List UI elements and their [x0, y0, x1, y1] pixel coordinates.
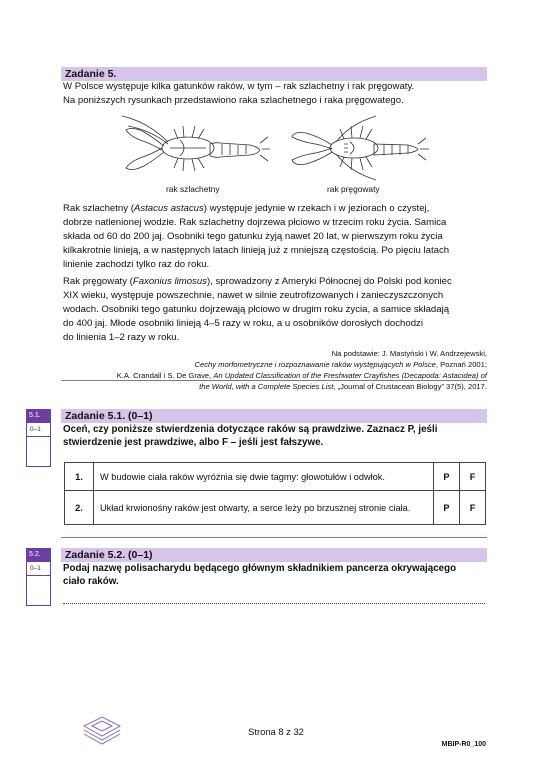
answer-p-1[interactable]: P	[434, 463, 460, 491]
noble-crayfish-drawing	[120, 112, 272, 182]
task51-instruction: Oceń, czy poniższe stwierdzenia dotyczące raków są prawdziwe. Zaznacz P, jeśli stwierdzenie jest prawdziwe, albo F – jeśli jest fałszywe.	[63, 424, 438, 448]
separator	[61, 537, 487, 538]
task52-instruction: Podaj nazwę polisacharydu będącego głównym składnikiem pancerza okrywającego ciało raków.	[63, 563, 457, 587]
answer-f-2[interactable]: F	[460, 491, 486, 525]
p1-line: dobrze natlenionej wodzie. Rak szlachetny dojrzewa płciowo w trzecim roku życia. Samica	[63, 217, 447, 228]
task5-header: Zadanie 5.	[61, 67, 487, 81]
p1-line: Rak szlachetny (Astacus astacus) występuje jedynie w rzekach i w jeziorach o czystej,	[63, 203, 430, 214]
table-row	[65, 491, 486, 525]
exam-code: MBIP-R0_100	[441, 741, 486, 748]
task52-score-box[interactable]	[26, 548, 51, 606]
row-number: 2.	[65, 491, 94, 525]
p1-line: składa od 60 do 200 jaj. Osobniki tego gatunku żyją nawet 20 lat, w pierwszym roku życia	[63, 231, 443, 242]
answer-line[interactable]	[63, 603, 485, 604]
task51-score-box[interactable]	[26, 409, 51, 467]
p1-line: linienie zachodzi tylko raz do roku.	[63, 259, 210, 270]
separator	[61, 380, 487, 381]
task52-header: Zadanie 5.2. (0–1)	[61, 548, 487, 562]
p2-line: wodach. Osobniki tego gatunku dojrzewają płciowo w drugim roku życia, a samice składają	[63, 304, 450, 315]
true-false-table	[64, 462, 486, 525]
p2-line: do linienia 1–2 razy w roku.	[63, 332, 180, 343]
statement-text: Układ krwionośny raków jest otwarty, a serce leży po brzusznej stronie ciała.	[94, 491, 434, 525]
task52-points: 0–1	[26, 562, 51, 576]
paragraph-spiny-cheek-crayfish	[63, 275, 487, 345]
answer-p-2[interactable]: P	[434, 491, 460, 525]
page-number: Strona 8 z 32	[248, 726, 304, 737]
p2-line: do 400 jaj. Młode osobniki linieją 4–5 razy w roku, a u osobników dorosłych dochodzi	[63, 318, 423, 329]
caption-noble-crayfish: rak szlachetny	[166, 184, 220, 194]
paragraph-noble-crayfish	[63, 202, 487, 272]
statement-text: W budowie ciała raków wyróżnia się dwie tagmy: głowotułów i odwłok.	[94, 463, 434, 491]
answer-f-1[interactable]: F	[460, 463, 486, 491]
p2-line: XIX wieku, występuje powszechnie, nawet w silnie zeutrofizowanych i zanieczyszczonych	[63, 290, 444, 301]
p2-line: Rak pręgowaty (Faxonius limosus), sprowadzony z Ameryki Północnej do Polski pod koniec	[63, 276, 452, 287]
spiny-cheek-crayfish-drawing	[286, 112, 432, 182]
task52-number-badge: 5.2.	[26, 548, 51, 562]
row-number: 1.	[65, 463, 94, 491]
task51-points: 0–1	[26, 423, 51, 437]
task51-number-badge: 5.1.	[26, 409, 51, 423]
task51-header: Zadanie 5.1. (0–1)	[61, 409, 487, 423]
p1-line: kilkakrotnie linieją, a w następnych latach linieją już z mniejszą częstością. Po pięciu latach	[63, 245, 450, 256]
table-row	[65, 463, 486, 491]
source-citation: Na podstawie: J. Mastyński i W. Andrzejewski, Cechy morfometryczne i rozpoznawanie raków występujących w Polsce, Poznań 2001; K.A. Crandall i S. De Grave, An Updated Classification of the Freshwater Crayfishes (Decapoda: Astacidea) of the World, with a Complete Species List, „Journal of Crustacean Biology” 37(5), 2017.	[116, 349, 487, 391]
task5-intro-2: Na poniższych rysunkach przedstawiono raka szlachetnego i raka pręgowatego.	[63, 95, 404, 106]
caption-spiny-cheek-crayfish: rak pręgowaty	[327, 184, 380, 194]
task5-intro-1: W Polsce występuje kilka gatunków raków, w tym – rak szlachetny i rak pręgowaty.	[63, 81, 415, 92]
